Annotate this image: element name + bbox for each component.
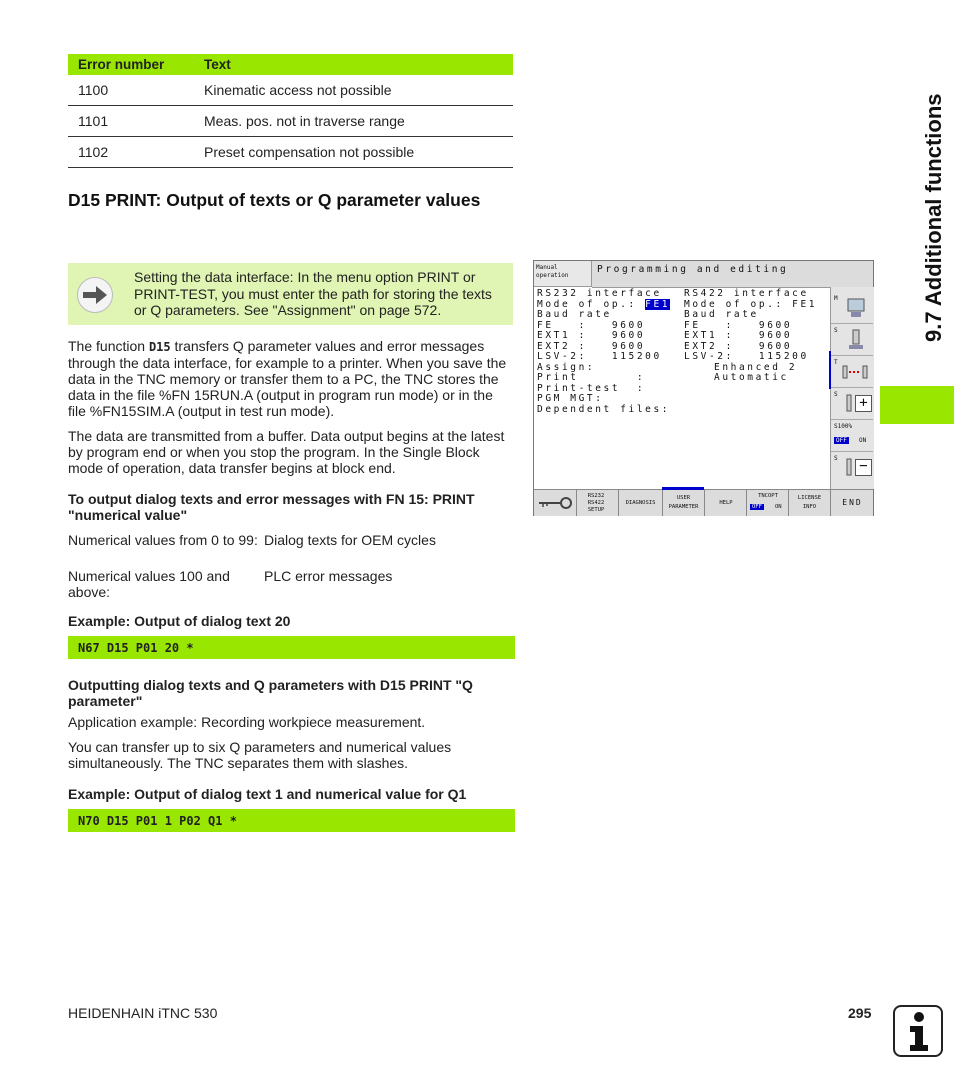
page-number: 295 xyxy=(848,1005,872,1021)
side-key-s[interactable] xyxy=(831,325,873,356)
mode-small: Manual operation xyxy=(534,261,592,287)
tncopt-label: TNCOPT xyxy=(758,493,778,499)
table-row xyxy=(68,75,513,106)
value-row xyxy=(68,568,513,600)
cell-text: Preset compensation not possible xyxy=(204,144,415,160)
screen-line: RS422 interface xyxy=(684,288,809,299)
side-label: S xyxy=(834,455,838,462)
error-table xyxy=(68,54,513,168)
application-example: Application example: Recording workpiece measurement. xyxy=(68,714,426,730)
on-indicator: ON xyxy=(859,437,867,444)
example2-label: Example: Output of dialog text 1 and numerical value for Q1 xyxy=(68,786,467,802)
footer-left: HEIDENHAIN iTNC 530 xyxy=(68,1005,218,1021)
key-icon[interactable] xyxy=(534,490,577,516)
chapter-side-title xyxy=(886,50,946,350)
side-panel xyxy=(830,287,874,489)
tncopt-on: ON xyxy=(775,504,782,510)
softkey-selected-indicator xyxy=(662,487,704,490)
machine-icon xyxy=(846,297,866,319)
screen-line: EXT1 : 9600 xyxy=(537,330,646,341)
side-label: S xyxy=(834,327,838,334)
tnc-screenshot xyxy=(533,260,874,516)
key-symbol-icon xyxy=(535,490,575,514)
arrow-right-icon xyxy=(77,277,113,313)
screen-line: Print : xyxy=(537,372,646,383)
screen-line: FE : 9600 xyxy=(537,319,646,331)
screen-line: Assign: xyxy=(537,361,596,373)
value-meaning: Dialog texts for OEM cycles xyxy=(264,532,436,548)
screen-line: LSV-2: 115200 xyxy=(537,351,662,362)
q-paragraph: You can transfer up to six Q parameters and numerical values simultaneously. The TNC separates them with slashes. xyxy=(68,739,452,771)
screen-right-column xyxy=(684,289,817,384)
info-glyph-icon xyxy=(895,1007,941,1055)
buffer-paragraph: The data are transmitted from a buffer. Data output begins at the latest by program end or when you stop the program. In the Single Block mode of operation, data transfer begins at block end. xyxy=(68,428,505,476)
screen-line: Automatic xyxy=(714,372,789,383)
example1-code: N67 D15 P01 20 * xyxy=(68,636,515,659)
side-label: T xyxy=(834,359,838,366)
cell-text: Kinematic access not possible xyxy=(204,82,392,98)
screen-line: FE : 9600 xyxy=(684,319,793,331)
note-text: Setting the data interface: In the menu option PRINT or PRINT-TEST, you must enter the path for storing the texts or Q parameters. See "Assignment" on page 572. xyxy=(134,269,492,318)
fn15-heading: To output dialog texts and error messages with FN 15: PRINT "numerical value" xyxy=(68,491,475,523)
screen-line: Dependent files: xyxy=(537,403,671,415)
example1-label: Example: Output of dialog text 20 xyxy=(68,613,291,629)
cell-error-number: 1102 xyxy=(78,144,109,160)
side-key-s-plus[interactable] xyxy=(831,389,873,420)
softkey-help[interactable]: HELP xyxy=(704,490,747,516)
side-key-s-minus[interactable] xyxy=(831,453,873,483)
table-header xyxy=(68,54,513,75)
side-key-t[interactable] xyxy=(831,357,873,388)
screen-line: Mode of op.: FE1 xyxy=(684,298,818,310)
value-meaning: PLC error messages xyxy=(264,568,393,584)
cell-error-number: 1101 xyxy=(78,113,109,129)
side-label: M xyxy=(834,295,838,302)
softkey-license-info[interactable]: LICENSE INFO xyxy=(788,490,830,516)
screen-line: RS232 interface xyxy=(537,288,662,299)
side-key-m[interactable] xyxy=(831,293,873,324)
mode-label: Mode of op.: xyxy=(537,298,637,310)
q-heading: Outputting dialog texts and Q parameters with D15 PRINT "Q parameter" xyxy=(68,677,473,709)
tool-axis-icon xyxy=(841,362,869,382)
value-range: Numerical values 100 and above: xyxy=(68,568,230,600)
chapter-title-text: 9.7 Additional functions xyxy=(921,93,946,342)
screen-line: EXT2 : 9600 xyxy=(537,340,646,352)
note-box xyxy=(68,263,513,325)
section-title: D15 PRINT: Output of texts or Q parameter values xyxy=(68,190,481,210)
screen-left-column xyxy=(537,289,670,415)
chapter-tab xyxy=(880,386,954,424)
table-row xyxy=(68,137,513,168)
value-range: Numerical values from 0 to 99: xyxy=(68,532,258,548)
para-text: The function xyxy=(68,338,149,354)
cell-error-number: 1100 xyxy=(78,82,109,98)
cell-text: Meas. pos. not in traverse range xyxy=(204,113,405,129)
screen-line: EXT2 : 9600 xyxy=(684,340,793,352)
softkey-user-parameter[interactable]: USER PARAMETER xyxy=(662,490,704,516)
screen-line: LSV-2: 115200 xyxy=(684,351,809,362)
example2-code: N70 D15 P01 1 P02 Q1 * xyxy=(68,809,515,832)
mode-bar xyxy=(592,261,873,288)
value-row xyxy=(68,532,513,568)
screen-line: Baud rate xyxy=(684,309,759,320)
mode-value-selected[interactable]: FE1 xyxy=(645,298,671,310)
info-icon xyxy=(893,1005,943,1057)
header-text: Text xyxy=(204,57,231,72)
plus-icon: + xyxy=(855,395,872,412)
softkey-diagnosis[interactable]: DIAGNOSIS xyxy=(618,490,662,516)
header-error-number: Error number xyxy=(78,57,165,72)
softkey-bar xyxy=(534,489,873,516)
off-indicator: OFF xyxy=(836,437,847,444)
scroll-indicator xyxy=(829,351,831,389)
value-table xyxy=(68,532,513,600)
softkey-rs232-setup[interactable]: RS232 RS422 SETUP xyxy=(587,493,605,513)
mode-main: Programming and editing xyxy=(597,264,789,275)
tncopt-off: OFF xyxy=(752,504,762,510)
para-text: transfers Q parameter values and error messages through the data interface, for example to a printer. When you save the data in the TNC memory or transfer them to a PC, the TNC stores the data in the file %FN 15RUN.A (output in program run mode) or in the file %FN15SIM.A (output in test run mode). xyxy=(68,338,507,419)
softkey-tncopt[interactable] xyxy=(746,490,789,516)
spindle-small-icon xyxy=(846,394,852,412)
side-key-override[interactable] xyxy=(831,421,873,452)
softkey-end[interactable]: END xyxy=(830,490,874,516)
side-label: S xyxy=(834,391,838,398)
screen-line: Enhanced 2 xyxy=(714,361,798,373)
minus-icon: − xyxy=(855,459,872,476)
screen-line: EXT1 : 9600 xyxy=(684,330,793,341)
screen-line: Print-test : xyxy=(537,382,646,394)
side-label: S100% xyxy=(834,423,853,430)
screen-line: PGM MGT: xyxy=(537,393,604,404)
spindle-small-icon xyxy=(846,458,852,476)
table-row xyxy=(68,106,513,137)
spindle-icon xyxy=(846,329,866,351)
inline-code: D15 xyxy=(148,340,171,354)
function-paragraph xyxy=(68,338,513,419)
screen-line: Baud rate xyxy=(537,309,612,320)
